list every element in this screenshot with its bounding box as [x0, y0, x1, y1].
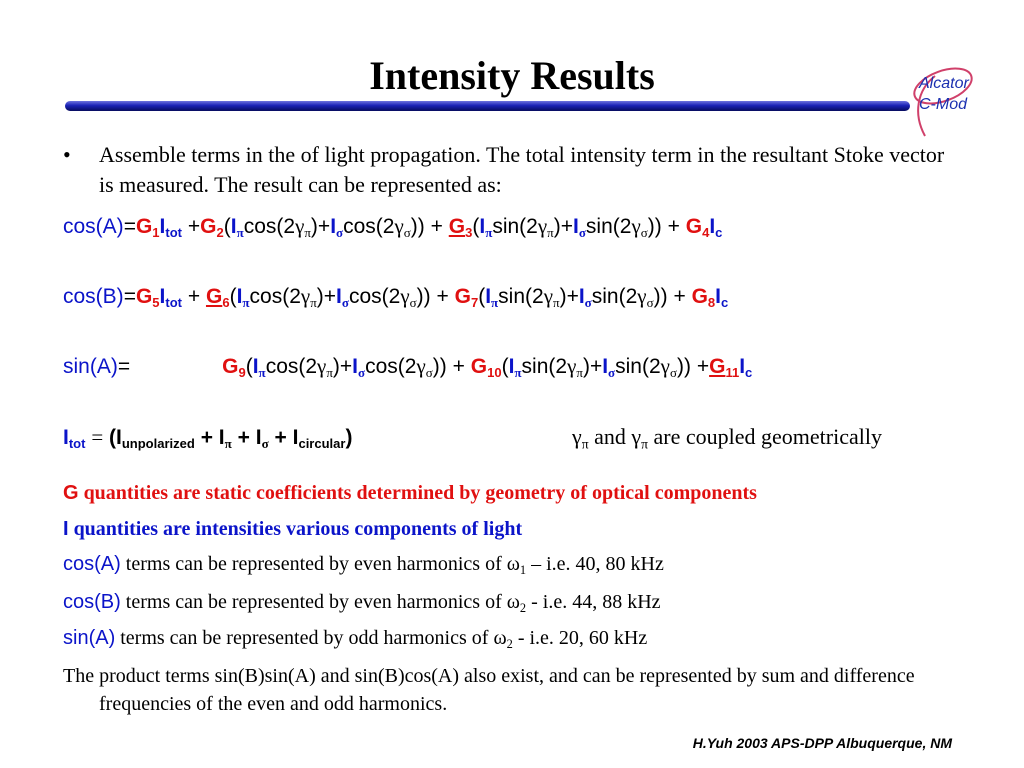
- itot-definition: $I_{tot} = (I_{unpolarized} + I_\pi + I_\sigma + I_{circular})$: [63, 425, 353, 452]
- g-coefficient: $G_{11}$: [709, 355, 740, 381]
- i-term: $I_\sigma$: [572, 215, 586, 241]
- i-term: $I_\sigma$: [336, 285, 349, 311]
- footer-citation: H.Yuh 2003 APS-DPP Albuquerque, NM: [692, 735, 952, 751]
- g-coefficient: $G_2$: [200, 215, 224, 241]
- equation-cos-a: $\cos(A)=G_1I_{tot} +G_2(I_\pi\cos(2\gamma_\pi)+I_\sigma\cos(2\gamma_\sigma)) + G_3(I_\pi\sin(2\gamma_\pi)+I_\sigma\sin(2\gamma_\sigma)) + G_4I_c$: [63, 214, 723, 241]
- sin-a-statement: sin(A) terms can be represented by odd harmonics of $\omega_2 - i.e$. 20, 60 kHz: [63, 627, 648, 651]
- i-term: $I_\sigma$: [330, 215, 344, 241]
- i-term: $I_{tot}$: [63, 426, 86, 452]
- logo-line2: C-Mod: [919, 96, 968, 113]
- g-coefficient: $G_9$: [222, 355, 246, 381]
- i-term: $I_\pi$: [485, 285, 499, 311]
- bullet-marker: •: [63, 142, 71, 167]
- equation-lhs: cos(A): [63, 215, 124, 238]
- i-term: $I_\sigma$: [352, 355, 366, 381]
- i-term: $I_\sigma$: [578, 285, 592, 311]
- title-rule: [65, 101, 910, 111]
- i-term: $I_{tot}$: [159, 215, 183, 241]
- g-quantities-statement: G quantities are static coefficients determined by geometry of optical components: [63, 482, 757, 504]
- product-terms-paragraph: The product terms sin(B)sin(A) and sin(B)cos(A) also exist, and can be represented by sum and difference frequencies of the even and odd harmonics.: [63, 665, 915, 715]
- g-coefficient: $G_{10}$: [470, 355, 502, 381]
- i-term: $I_\pi$: [479, 215, 493, 241]
- intro-text: Assemble terms in the of light propagation. The total intensity term in the resultant Stoke vector is measured. The result can be represented as:: [99, 142, 945, 197]
- g-coefficient: $G_5$: [135, 285, 160, 311]
- i-term: $I_c$: [739, 355, 753, 381]
- equation-cos-b: $\cos(B)=G_5I_{tot} + G_6(I_\pi\cos(2\gamma_\pi)+I_\sigma\cos(2\gamma_\sigma)) + G_7(I_\pi\sin(2\gamma_\pi)+I_\sigma\sin(2\gamma_\sigma)) + G_8I_c$: [63, 284, 729, 311]
- equation-lhs: sin(A): [63, 355, 118, 378]
- cos-b-statement: cos(B) terms can be represented by even harmonics of $\omega_2 - i.e$. 44, 88 kHz: [63, 591, 661, 615]
- i-quantities-statement: I quantities are intensities various components of light: [63, 518, 523, 540]
- slide-title: Intensity Results: [369, 53, 655, 98]
- g-coefficient: $G_6$: [205, 285, 230, 311]
- i-term: $I_{tot}$: [159, 285, 183, 311]
- g-coefficient: $G_4$: [685, 215, 710, 241]
- cos-a-statement: cos(A) terms can be represented by even harmonics of $\omega_1 - i.e$. 40, 80 kHz: [63, 553, 664, 577]
- intro-bullet: [63, 140, 963, 200]
- g-coefficient: $G_1$: [135, 215, 160, 241]
- i-term: $I_\pi$: [508, 355, 522, 381]
- itot-sum: $(I_{unpolarized} + I_\pi + I_\sigma + I_{circular})$: [109, 426, 353, 452]
- i-term: $I_\pi$: [236, 285, 250, 311]
- i-term: $I_\pi$: [252, 355, 266, 381]
- i-term: $I_c$: [715, 285, 729, 311]
- g-coefficient: $G_7$: [454, 285, 479, 311]
- i-term: $I_\sigma$: [602, 355, 616, 381]
- g-coefficient: $G_8$: [691, 285, 716, 311]
- alcator-cmod-logo: [905, 64, 995, 144]
- equation-sin-a: $\sin(A)= G_9(I_\pi\cos(2\gamma_\pi)+I_\sigma\cos(2\gamma_\sigma)) + G_{10}(I_\pi\sin(2\gamma_\pi)+I_\sigma\sin(2\gamma_\sigma)) +G_{11}I_c$: [63, 354, 753, 381]
- i-term: $I_c$: [709, 215, 723, 241]
- gamma-coupling-note: $\gamma_\pi$ and $\gamma_\pi$ are coupled geometrically: [572, 424, 882, 452]
- i-term: $I_\pi$: [230, 215, 244, 241]
- g-coefficient: $G_3$: [448, 215, 473, 241]
- equation-lhs: cos(B): [63, 285, 124, 308]
- logo-line1: Alcator: [919, 75, 969, 92]
